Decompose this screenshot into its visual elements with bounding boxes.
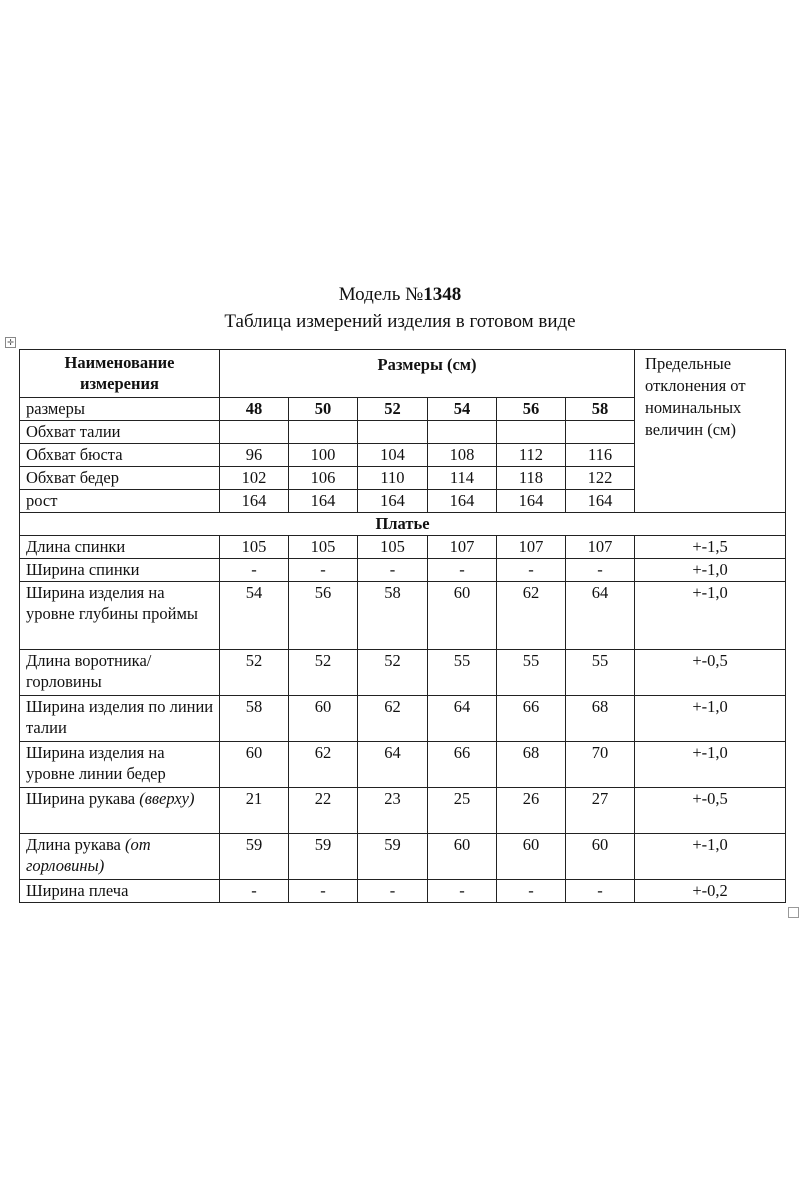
measure-value: 100 <box>289 444 358 467</box>
measure-value <box>220 421 289 444</box>
measure-value: 122 <box>566 467 635 490</box>
model-number: 1348 <box>423 284 462 305</box>
garment-value: 52 <box>358 650 428 696</box>
measure-value: 112 <box>497 444 566 467</box>
garment-value: 54 <box>220 582 289 650</box>
garment-label <box>20 788 220 834</box>
garment-label <box>20 742 220 788</box>
garment-measure-row <box>20 742 786 788</box>
garment-value: 60 <box>497 834 566 880</box>
garment-measure-row <box>20 696 786 742</box>
garment-value: 60 <box>220 742 289 788</box>
garment-value: 68 <box>566 696 635 742</box>
size-cell: 58 <box>566 398 635 421</box>
garment-label-text: Длина спинки <box>26 537 126 556</box>
measure-value: 102 <box>220 467 289 490</box>
garment-label-text: Ширина изделия на уровне линии бедер <box>26 743 166 783</box>
measure-value: 104 <box>358 444 428 467</box>
tolerance-value: +-0,5 <box>635 788 786 834</box>
measure-value: 164 <box>428 490 497 513</box>
garment-label <box>20 536 220 559</box>
garment-value: 60 <box>566 834 635 880</box>
garment-value: - <box>497 559 566 582</box>
garment-value: 52 <box>220 650 289 696</box>
garment-value: 55 <box>566 650 635 696</box>
garment-value: 23 <box>358 788 428 834</box>
garment-value: 60 <box>428 834 497 880</box>
garment-value: 27 <box>566 788 635 834</box>
garment-value: 56 <box>289 582 358 650</box>
garment-value: 59 <box>289 834 358 880</box>
measure-value <box>566 421 635 444</box>
garment-value: - <box>566 559 635 582</box>
garment-label-text: Длина воротника/горловины <box>26 651 152 691</box>
garment-value: 21 <box>220 788 289 834</box>
section-row <box>20 513 786 536</box>
garment-label-text: Ширина изделия на уровне глубины проймы <box>26 583 198 623</box>
garment-value: 64 <box>566 582 635 650</box>
measure-value: 164 <box>289 490 358 513</box>
garment-value: 64 <box>428 696 497 742</box>
garment-value: 26 <box>497 788 566 834</box>
garment-measure-row <box>20 536 786 559</box>
garment-label-text: Ширина спинки <box>26 560 140 579</box>
measure-label: Обхват талии <box>20 421 220 444</box>
table-resize-handle[interactable] <box>788 907 799 918</box>
garment-value: 70 <box>566 742 635 788</box>
tolerance-value: +-1,0 <box>635 742 786 788</box>
model-prefix: Модель № <box>338 284 424 305</box>
garment-value: - <box>358 880 428 903</box>
table-subtitle: Таблица измерений изделия в готовом виде <box>224 311 576 332</box>
measure-value: 114 <box>428 467 497 490</box>
measure-value <box>289 421 358 444</box>
measurement-table <box>19 349 786 903</box>
tolerance-value: +-0,2 <box>635 880 786 903</box>
garment-value: 60 <box>289 696 358 742</box>
garment-label-text: Ширина плеча <box>26 881 129 900</box>
measure-label: Обхват бюста <box>20 444 220 467</box>
measure-value: 110 <box>358 467 428 490</box>
measure-value <box>428 421 497 444</box>
measure-value: 164 <box>566 490 635 513</box>
garment-value: - <box>428 559 497 582</box>
header-tolerance: Предельные отклонения от номинальных величин (см) <box>635 350 786 513</box>
sizes-row-label: размеры <box>20 398 220 421</box>
garment-measure-row <box>20 880 786 903</box>
header-row <box>20 350 786 398</box>
garment-value: 59 <box>220 834 289 880</box>
size-cell: 52 <box>358 398 428 421</box>
header-sizes: Размеры (см) <box>220 350 635 398</box>
garment-value: - <box>566 880 635 903</box>
garment-value: 55 <box>428 650 497 696</box>
garment-value: 60 <box>428 582 497 650</box>
garment-value: 105 <box>358 536 428 559</box>
measure-value <box>497 421 566 444</box>
garment-value: 58 <box>220 696 289 742</box>
garment-value: - <box>220 559 289 582</box>
garment-value: - <box>428 880 497 903</box>
garment-value: 55 <box>497 650 566 696</box>
measure-value: 106 <box>289 467 358 490</box>
garment-value: 68 <box>497 742 566 788</box>
garment-label-text: Ширина изделия по линии талии <box>26 697 214 737</box>
garment-measure-row <box>20 650 786 696</box>
garment-value: 64 <box>358 742 428 788</box>
garment-label <box>20 559 220 582</box>
measure-value: 164 <box>358 490 428 513</box>
garment-label <box>20 880 220 903</box>
garment-label-note: (вверху) <box>139 789 195 808</box>
size-cell: 56 <box>497 398 566 421</box>
garment-value: 62 <box>289 742 358 788</box>
garment-value: 66 <box>497 696 566 742</box>
size-cell: 54 <box>428 398 497 421</box>
garment-value: - <box>289 880 358 903</box>
measure-label: рост <box>20 490 220 513</box>
garment-label-text: Длина рукава <box>26 835 121 854</box>
tolerance-value: +-1,0 <box>635 834 786 880</box>
garment-value: 107 <box>497 536 566 559</box>
garment-label-note: (от горловины) <box>26 835 151 875</box>
garment-value: - <box>497 880 566 903</box>
garment-measure-row <box>20 834 786 880</box>
garment-measure-row <box>20 582 786 650</box>
garment-value: 62 <box>497 582 566 650</box>
garment-value: - <box>220 880 289 903</box>
garment-value: 25 <box>428 788 497 834</box>
model-title <box>0 284 800 306</box>
measure-value: 108 <box>428 444 497 467</box>
garment-label-text: Ширина рукава <box>26 789 136 808</box>
garment-label <box>20 582 220 650</box>
section-title: Платье <box>20 513 786 536</box>
garment-value: 22 <box>289 788 358 834</box>
measure-value: 116 <box>566 444 635 467</box>
header-name: Наименование измерения <box>20 350 220 398</box>
garment-measure-row <box>20 788 786 834</box>
garment-label <box>20 650 220 696</box>
measure-value: 164 <box>497 490 566 513</box>
measure-label: Обхват бедер <box>20 467 220 490</box>
garment-value: 59 <box>358 834 428 880</box>
garment-measure-row <box>20 559 786 582</box>
measure-value: 164 <box>220 490 289 513</box>
tolerance-value: +-1,0 <box>635 696 786 742</box>
tolerance-value: +-1,5 <box>635 536 786 559</box>
garment-value: 52 <box>289 650 358 696</box>
garment-value: 105 <box>220 536 289 559</box>
garment-label <box>20 834 220 880</box>
garment-value: 105 <box>289 536 358 559</box>
garment-value: 107 <box>428 536 497 559</box>
measure-value <box>358 421 428 444</box>
tolerance-value: +-1,0 <box>635 559 786 582</box>
garment-value: 62 <box>358 696 428 742</box>
measure-value: 96 <box>220 444 289 467</box>
garment-value: 66 <box>428 742 497 788</box>
size-cell: 48 <box>220 398 289 421</box>
garment-value: 58 <box>358 582 428 650</box>
size-cell: 50 <box>289 398 358 421</box>
garment-value: - <box>358 559 428 582</box>
garment-label <box>20 696 220 742</box>
measure-value: 118 <box>497 467 566 490</box>
tolerance-value: +-0,5 <box>635 650 786 696</box>
garment-value: - <box>289 559 358 582</box>
garment-value: 107 <box>566 536 635 559</box>
tolerance-value: +-1,0 <box>635 582 786 650</box>
table-move-handle-icon[interactable]: ✛ <box>5 337 16 348</box>
